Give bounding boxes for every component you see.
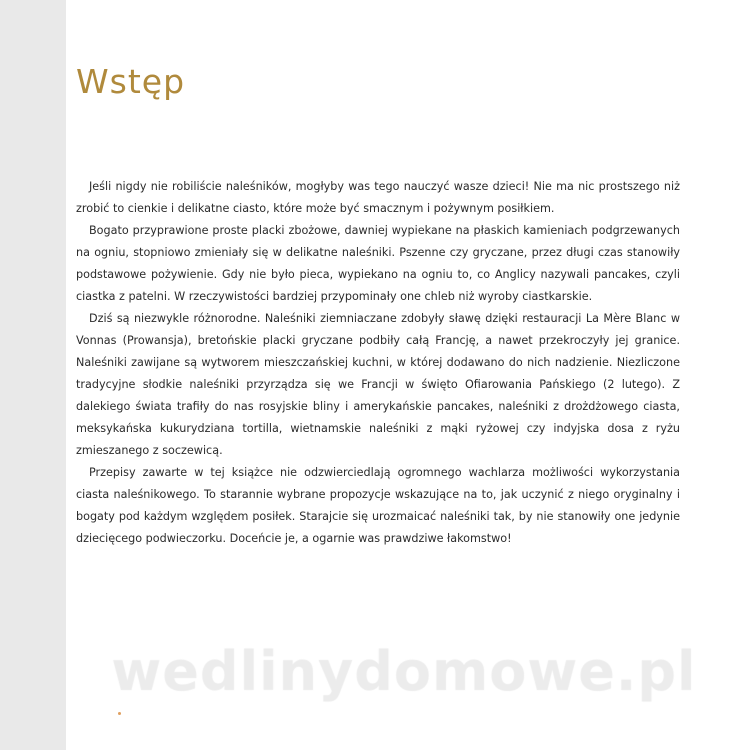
paragraph-3: Dziś są niezwykle różnorodne. Naleśniki ziemniaczane zdobyły sławę dzięki restauracji La Mère Blanc w Vonnas (Prowansja), bretońskie placki gryczane podbiły całą Francję, a nawet przekroczyły jej granice. Naleśniki zawijane są wytworem mieszczańskiej kuchni, w której dodawano do nich nadzienie. Niezliczone tradycyjne słodkie naleśniki przyrządza się we Francji w święto Ofiarowania Pańskiego (2 lutego). Z dalekiego świata trafiły do nas rosyjskie bliny i amerykańskie pancakes, naleśniki z drożdżowego ciasta, meksykańska kukurydziana tortilla, wietnamskie naleśniki z mąki ryżowej czy indyjska dosa z ryżu zmieszanego z soczewicą. [76,312,680,457]
page-title: Wstęp [76,62,186,101]
paragraph-2: Bogato przyprawione proste placki zbożowe, dawniej wypiekane na płaskich kamieniach podgrzewanych na ogniu, stopniowo zmieniały się w delikatne naleśniki. Pszenne czy gryczane, przez długi czas stanowiły podstawowe pożywienie. Gdy nie było pieca, wypiekano na ogniu to, co Anglicy nazywali pancakes, czyli ciastka z patelni. W rzeczywistości bardziej przypominały one chleb niż wyroby ciastkarskie. [76,224,680,303]
left-margin [0,0,66,750]
paragraph-4: Przepisy zawarte w tej książce nie odzwierciedlają ogromnego wachlarza możliwości wykorzystania ciasta naleśnikowego. To starannie wybrane propozycje wskazujące na to, jak uczynić z niego oryginalny i bogaty pod każdym względem posiłek. Starajcie się urozmaicać naleśniki tak, by nie stanowiły one jedynie dziecięcego podwieczorku. Doceńcie je, a ogarnie was prawdziwe łakomstwo! [76,466,680,545]
body-text [76,176,680,550]
paragraph-1: Jeśli nigdy nie robiliście naleśników, mogłyby was tego nauczyć wasze dzieci! Nie ma nic prostszego niż zrobić to cienkie i delikatne ciasto, które może być smacznym i pożywnym posiłkiem. [76,180,680,215]
watermark: wedlinydomowe.pl [111,640,697,703]
paper-speck [118,712,121,715]
